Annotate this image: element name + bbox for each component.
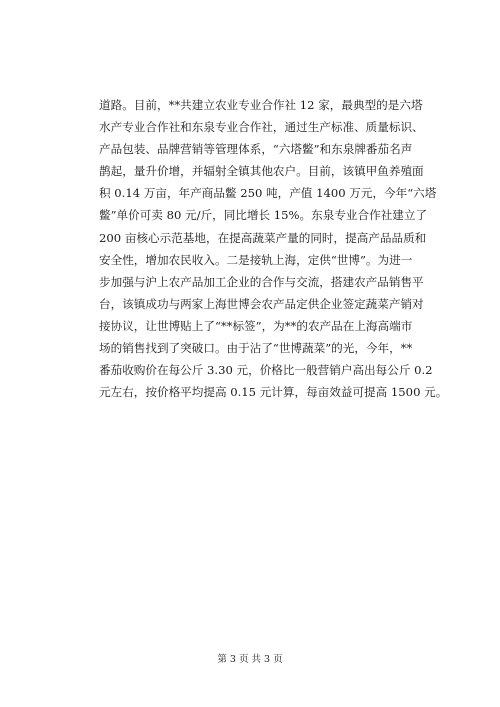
paragraph-line: 元左右，按价格平均提高 0.15 元计算，每亩效益可提高 1500 元。 [99,385,448,400]
paragraph-line: 场的销售找到了突破口。由于沾了“世博蔬菜”的光，今年，** [99,341,413,356]
paragraph-line: 安全性，增加农民收入。二是接轨上海，定供“世博”。为进一 [99,252,413,267]
body-paragraph [99,94,448,403]
paragraph-line: 积 0.14 万亩，年产商品鳖 250 吨，产值 1400 万元，今年“六塔 [99,186,437,201]
paragraph-line: 水产专业合作社和东泉专业合作社，通过生产标准、质量标识、 [99,120,424,135]
paragraph-line: 鳖”单价可卖 80 元/斤，同比增长 15%。东泉专业合作社建立了 [99,208,428,223]
paragraph-line: 台，该镇成功与两家上海世博会农产品定供企业签定蔬菜产销对 [99,296,424,311]
page-footer: 第 3 页 共 3 页 [217,654,283,665]
paragraph-line: 接协议，让世博贴上了“**标签”，为**的农产品在上海高端市 [99,318,413,333]
paragraph-line: 200 亩核心示范基地，在提高蔬菜产量的同时，提高产品品质和 [99,230,427,245]
paragraph-line: 道路。目前，**共建立农业专业合作社 12 家，最典型的是六塔 [99,98,423,112]
paragraph-line: 番茄收购价在每公斤 3.30 元，价格比一般营销户高出每公斤 0.2 [99,363,433,378]
paragraph-line: 产品包装、品牌营销等管理体系，“六塔鳖”和东泉牌番茄名声 [99,142,413,157]
paragraph-line: 鹊起，量升价增，并辐射全镇其他农户。目前，该镇甲鱼养殖面 [99,164,424,179]
paragraph-line: 步加强与沪上农产品加工企业的合作与交流，搭建农产品销售平 [99,274,424,289]
